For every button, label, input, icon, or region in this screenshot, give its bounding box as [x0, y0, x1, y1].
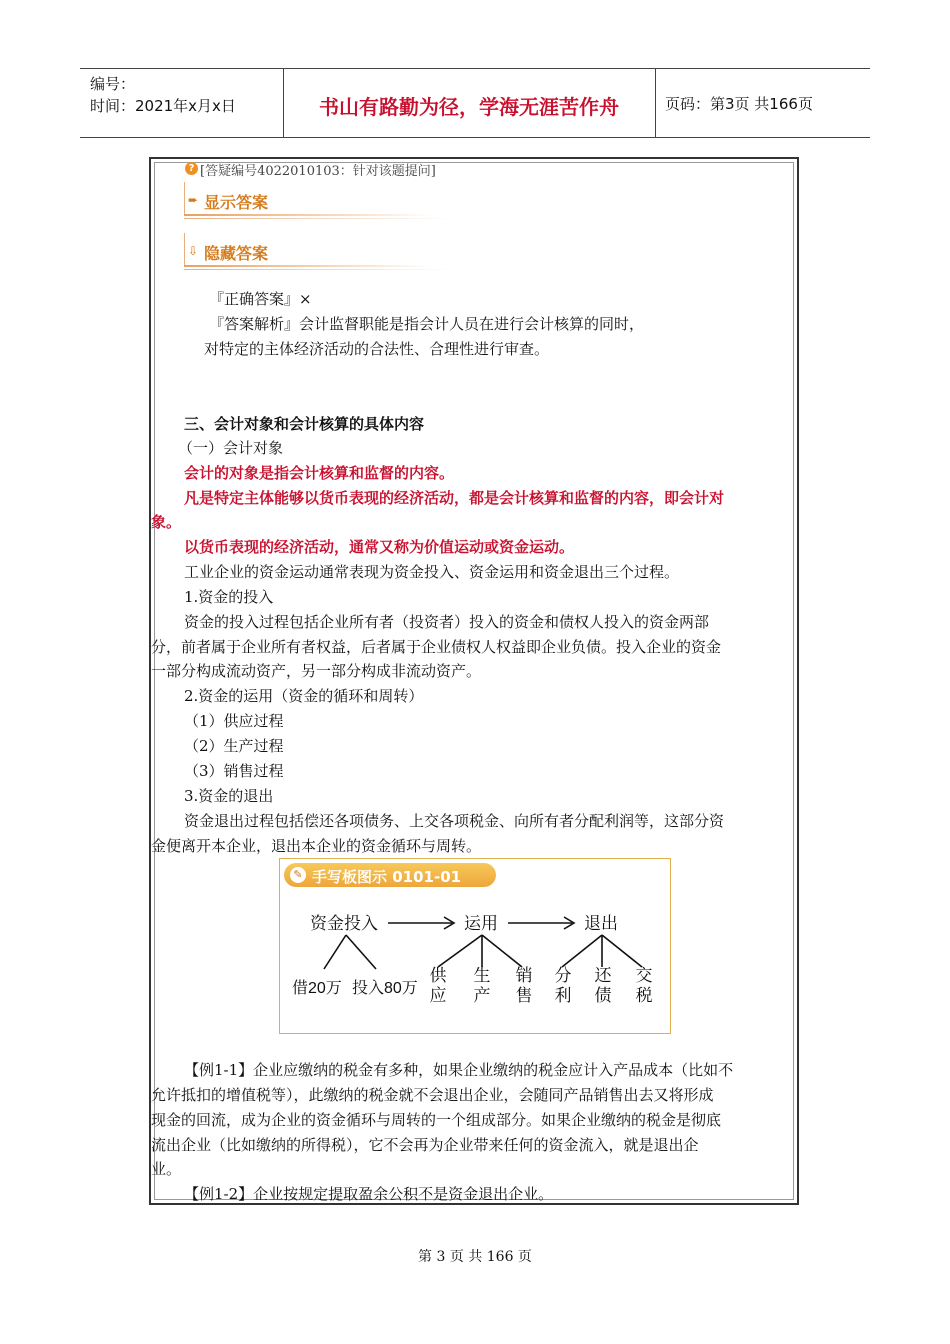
- node-use: 运用: [464, 914, 498, 933]
- node-exit: 退出: [584, 914, 618, 933]
- item-heading: 1.资金的投入: [184, 588, 274, 606]
- diagram-svg: [280, 859, 672, 1035]
- page-footer: 第 3 页 共 166 页: [418, 1249, 532, 1265]
- leaf-sell: 销售: [515, 966, 533, 1005]
- key-point: 凡是特定主体能够以货币表现的经济活动，都是会计核算和监督的内容，即会计对: [184, 489, 725, 507]
- paragraph: 资金退出过程包括偿还各项债务、上交各项税金、向所有者分配利润等，这部分资: [184, 812, 725, 830]
- question-icon[interactable]: ?: [185, 162, 198, 175]
- header-left: [90, 73, 236, 117]
- arrow-down-icon: ⇩: [188, 244, 199, 258]
- example-1: 【例1-1】企业应缴纳的税金有多种，如果企业缴纳的税金应计入产品成本（比如不: [184, 1061, 734, 1079]
- sub-item: （1）供应过程: [184, 712, 284, 730]
- show-answer-button[interactable]: [184, 186, 414, 216]
- correct-answer: 『正确答案』×: [209, 290, 312, 308]
- sub-item: （2）生产过程: [184, 737, 284, 755]
- header-page-info: 页码：第3页 共166页: [665, 95, 813, 113]
- leaf-produce: 生产: [473, 966, 491, 1005]
- example-1-cont: 业。: [151, 1160, 182, 1178]
- doc-time-label: 时间：2021年x月x日: [90, 97, 236, 115]
- key-point-cont: 象。: [151, 513, 182, 531]
- example-2: 【例1-2】企业按规定提取盈余公积不是资金退出企业。: [184, 1185, 554, 1203]
- example-1-cont: 流出企业（比如缴纳的所得税），它不会再为企业带来任何的资金流入，就是退出企: [151, 1136, 699, 1154]
- answer-analysis: 『答案解析』会计监督职能是指会计人员在进行会计核算的同时，: [209, 315, 645, 333]
- hide-answer-label: 隐藏答案: [204, 244, 269, 263]
- leaf-profit: 分利: [554, 966, 572, 1005]
- header-motto: 书山有路勤为径，学海无涯苦作舟: [319, 95, 619, 119]
- example-1-cont: 允许抵扣的增值税等），此缴纳的税金就不会退出企业，会随同产品销售出去又将形成: [151, 1086, 714, 1104]
- arrow-right-icon: ➨: [188, 193, 199, 207]
- paragraph-cont: 金便离开本企业，退出本企业的资金循环与周转。: [151, 837, 482, 855]
- paragraph-cont: 一部分构成流动资产，另一部分构成非流动资产。: [151, 662, 482, 680]
- pen-icon: ✎: [290, 867, 306, 883]
- header-divider: [655, 69, 656, 137]
- doc-number-label: 编号：: [90, 75, 136, 93]
- answer-analysis-cont: 对特定的主体经济活动的合法性、合理性进行审查。: [204, 340, 550, 358]
- question-ref-link[interactable]: [答疑编号4022010103：针对该题提问]: [200, 164, 436, 179]
- leaf-borrow: 借20万: [292, 980, 342, 997]
- hide-answer-button[interactable]: [184, 237, 414, 267]
- sub-item: （3）销售过程: [184, 762, 284, 780]
- subsection-heading: （一）会计对象: [178, 439, 284, 457]
- handwriting-diagram: [279, 858, 671, 1034]
- leaf-invest: 投入80万: [352, 980, 418, 997]
- key-point: 会计的对象是指会计核算和监督的内容。: [184, 464, 455, 482]
- diagram-title: 手写板图示 0101-01: [312, 868, 462, 886]
- page-header: [80, 68, 870, 138]
- example-1-cont: 现金的回流，成为企业的资金循环与周转的一个组成部分。如果企业缴纳的税金是彻底: [151, 1111, 722, 1129]
- item-heading: 3.资金的退出: [184, 787, 274, 805]
- item-heading: 2.资金的运用（资金的循环和周转）: [184, 687, 424, 705]
- leaf-debt: 还债: [594, 966, 612, 1005]
- key-point: 以货币表现的经济活动，通常又称为价值运动或资金运动。: [184, 538, 575, 556]
- paragraph-cont: 分，前者属于企业所有者权益，后者属于企业债权人权益即企业负债。投入企业的资金: [151, 638, 722, 656]
- section-heading: 三、会计对象和会计核算的具体内容: [184, 415, 425, 433]
- leaf-tax: 交税: [635, 966, 653, 1005]
- node-input: 资金投入: [310, 914, 378, 933]
- paragraph: 工业企业的资金运动通常表现为资金投入、资金运用和资金退出三个过程。: [184, 563, 680, 581]
- leaf-supply: 供应: [429, 966, 447, 1005]
- paragraph: 资金的投入过程包括企业所有者（投资者）投入的资金和债权人投入的资金两部: [184, 613, 710, 631]
- show-answer-label: 显示答案: [204, 193, 269, 212]
